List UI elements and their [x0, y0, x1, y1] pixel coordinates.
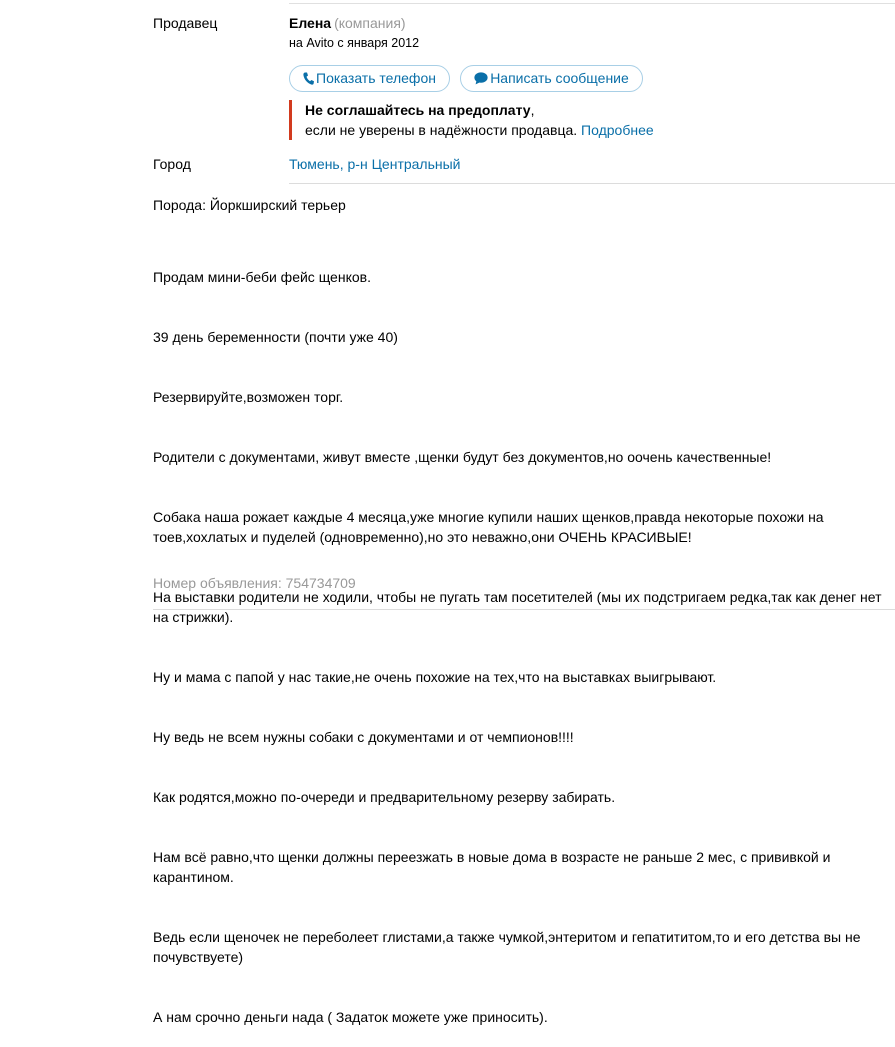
city-link[interactable]: Тюмень, р-н Центральный [289, 156, 461, 172]
show-phone-label[interactable]: Показать телефон [316, 70, 436, 86]
breed-text: Порода: Йоркширский терьер [153, 197, 346, 213]
middle-divider [289, 183, 895, 184]
seller-since: на Avito с января 2012 [289, 36, 420, 50]
show-phone-button[interactable] [289, 65, 450, 92]
more-link[interactable]: Подробнее [581, 122, 654, 138]
top-divider [289, 3, 895, 4]
write-message-label[interactable]: Написать сообщение [490, 70, 629, 86]
seller-label: Продавец [153, 15, 218, 31]
description-line: Продам мини-беби фейс щенков. [153, 269, 371, 285]
description-line: Как родятся,можно по-очереди и предварительному резерву забирать. [153, 789, 616, 805]
city-label: Город [153, 156, 191, 172]
description-line: Нам всё равно,что щенки должны переезжать в новые дома в возрасте не раньше 2 мес, с прививкой и карантином. [153, 849, 835, 885]
warning-text: если не уверены в надёжности продавца. [305, 122, 578, 138]
description-line: На выставки родители не ходили, чтобы не пугать там посетителей (мы их подстригаем редка,так как денег нет на стрижки). [153, 589, 886, 625]
chat-bubble-icon [474, 72, 488, 85]
description-line: 39 день беременности (почти уже 40) [153, 329, 398, 345]
description-line: Ну и мама с папой у нас такие,не очень похожие на тех,что на выставках выигрывают. [153, 669, 717, 685]
description [153, 227, 893, 1047]
description-line: Ну ведь не всем нужны собаки с документами и от чемпионов!!!! [153, 729, 574, 745]
description-line: Собака наша рожает каждые 4 месяца,уже многие купили наших щенков,правда некоторые похожи на тоев,хохлатых и пуделей (одновременно),но это неважно,они ОЧЕНЬ КРАСИВЫЕ! [153, 509, 828, 545]
warning-title: Не соглашайтесь на предоплату [305, 102, 531, 118]
seller-name-text[interactable]: Елена [289, 15, 332, 31]
write-message-button[interactable] [460, 65, 643, 92]
prepayment-warning [289, 100, 654, 140]
description-line: Резервируйте,возможен торг. [153, 389, 344, 405]
phone-icon [303, 72, 314, 85]
warning-title-suffix: , [530, 102, 535, 118]
seller-type: (компания) [334, 15, 406, 31]
description-line: Ведь если щеночек не переболеет глистами,а также чумкой,энтеритом и гепатититом,то и его детства вы не почувствуете) [153, 929, 865, 965]
warning-title-line [305, 100, 654, 120]
ad-number: Номер объявления: 754734709 [153, 575, 356, 591]
description-line: А нам срочно деньги нада ( Задаток можете уже приносить). [153, 1009, 548, 1025]
description-line: Родители с документами, живут вместе ,щенки будут без документов,но оочень качественные! [153, 449, 772, 465]
seller-name[interactable] [289, 15, 406, 31]
bottom-divider [153, 609, 895, 610]
warning-text-line [305, 120, 654, 140]
